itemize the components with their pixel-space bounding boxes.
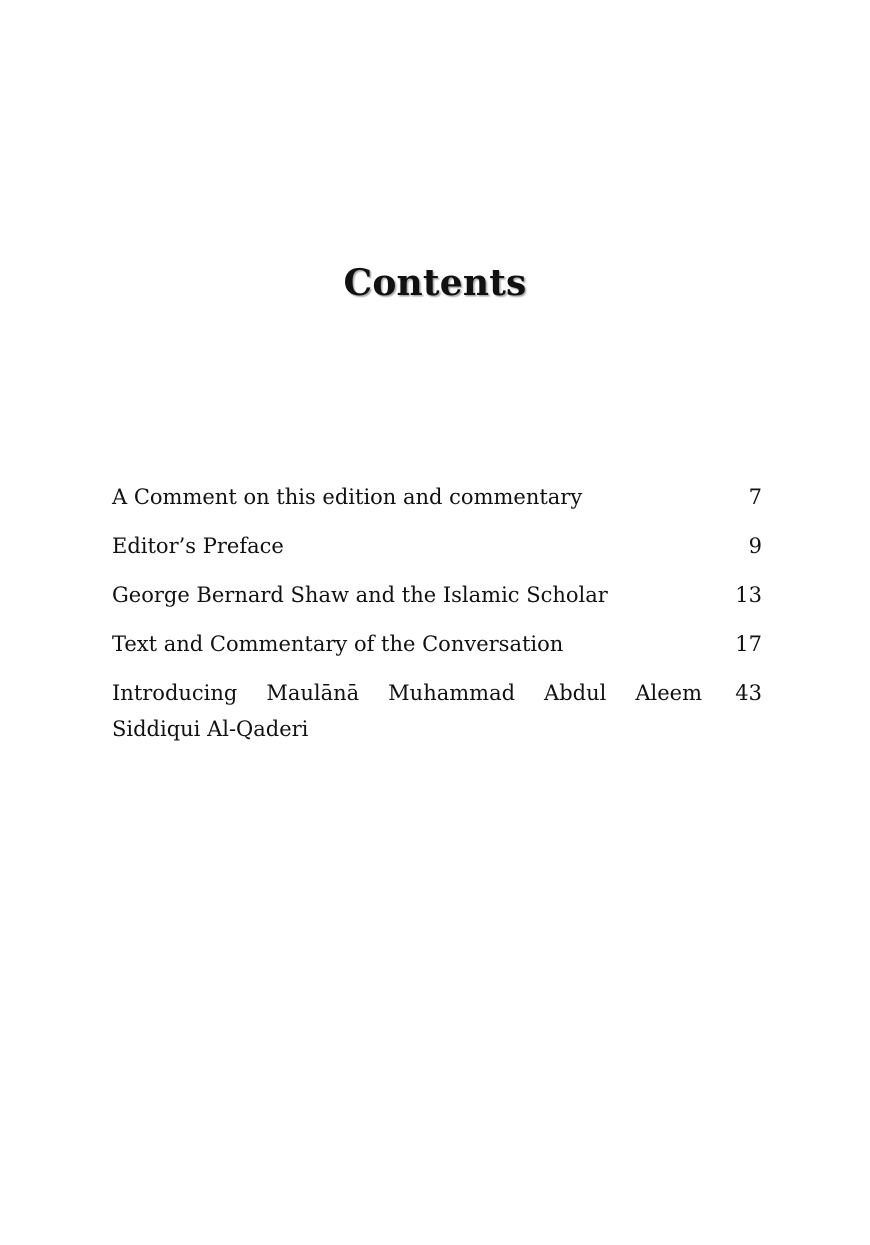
toc-entry-title: Editor’s Preface [112, 534, 284, 558]
toc-entry-title: George Bernard Shaw and the Islamic Scholar [112, 583, 608, 607]
toc-entry-page-number: 9 [748, 534, 762, 558]
toc-entry [112, 577, 762, 613]
toc-entry [112, 528, 762, 564]
toc-entry-page-number: 7 [748, 485, 762, 509]
toc-entry [112, 479, 762, 515]
toc-entry-title: Introducing Maulānā Muhammad Abdul Aleem Siddiqui Al-Qaderi [112, 681, 702, 741]
toc-entry-title: A Comment on this edition and commentary [112, 485, 583, 509]
toc-entry [112, 626, 762, 662]
page-title: Contents [343, 262, 527, 305]
toc-entry [112, 675, 762, 747]
toc-entry-page-number: 17 [735, 632, 762, 656]
toc-entry-title: Text and Commentary of the Conversation [112, 632, 564, 656]
table-of-contents [112, 479, 762, 760]
toc-entry-page-number: 13 [735, 583, 762, 607]
toc-entry-page-number: 43 [735, 681, 762, 705]
